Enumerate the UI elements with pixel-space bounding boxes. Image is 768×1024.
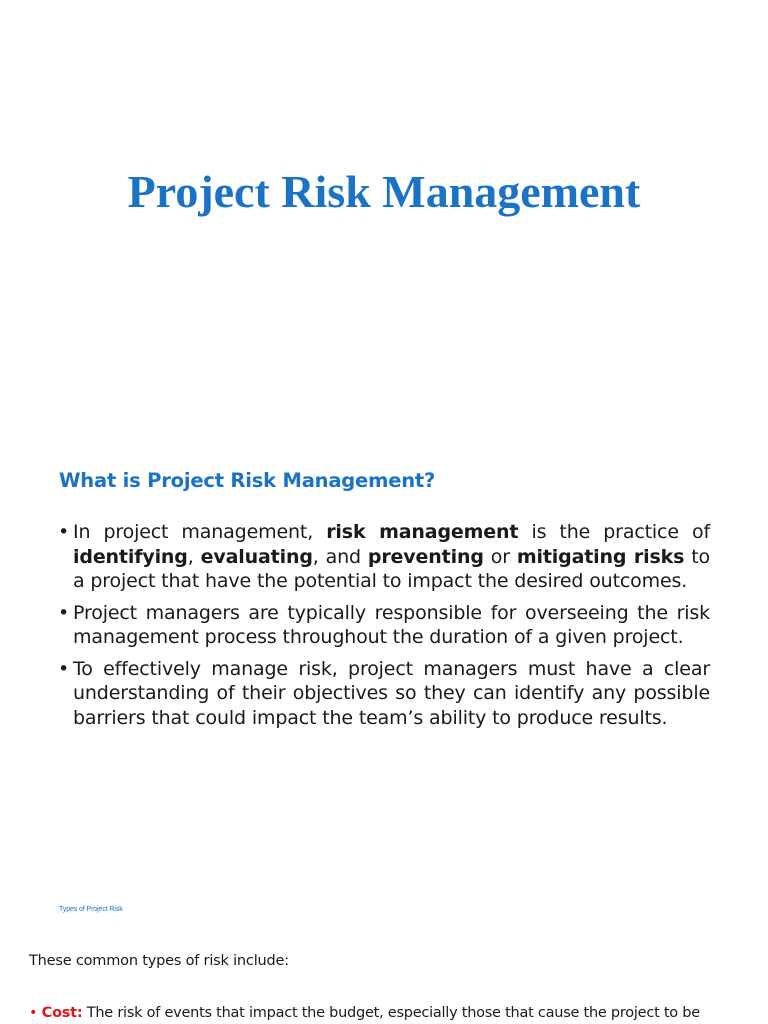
bullet-text-segment: or xyxy=(483,545,517,568)
risk-types-intro: These common types of risk include: xyxy=(29,953,289,969)
bullet-item xyxy=(58,520,710,594)
bullet-item xyxy=(58,601,710,650)
bullet-icon: • xyxy=(58,521,70,543)
types-caption: Types of Project Risk xyxy=(59,906,123,913)
bullet-icon: • xyxy=(58,601,70,624)
bullet-bold-term: identifying xyxy=(73,545,188,568)
red-bullet-icon: • xyxy=(29,1005,38,1021)
bullet-item xyxy=(58,657,710,731)
bullet-text-segment: , and xyxy=(312,545,368,568)
bullet-text-segment: , xyxy=(187,545,201,568)
bullet-text-segment: to a project that have the potential to impact the desired outcomes. xyxy=(73,545,711,592)
bullet-text-segment: To effectively manage risk, project managers must have a clear understanding of their objectives so they can identify any possible barriers that could impact the team’s ability to produce results. xyxy=(73,657,710,729)
bullet-bold-term: mitigating risks xyxy=(516,545,685,568)
page-title: Project Risk Management xyxy=(127,166,641,217)
bullet-list xyxy=(58,520,710,737)
risk-item-description: The risk of events that impact the budget, especially those that cause the project to be xyxy=(82,1005,700,1021)
bullet-text-segment: Project managers are typically responsible for overseeing the risk management process throughout the duration of a given project. xyxy=(73,601,710,648)
bullet-bold-term: risk management xyxy=(326,521,519,543)
bullet-text-segment: is the practice of xyxy=(518,521,710,543)
risk-item-name: Cost: xyxy=(41,1005,83,1021)
risk-item-cost xyxy=(29,1005,768,1021)
bullet-bold-term: preventing xyxy=(367,545,484,568)
bullet-text-segment: In project management, xyxy=(73,521,327,543)
bullet-bold-term: evaluating xyxy=(200,545,313,568)
section-heading: What is Project Risk Management? xyxy=(59,469,436,492)
bullet-icon: • xyxy=(58,657,70,680)
